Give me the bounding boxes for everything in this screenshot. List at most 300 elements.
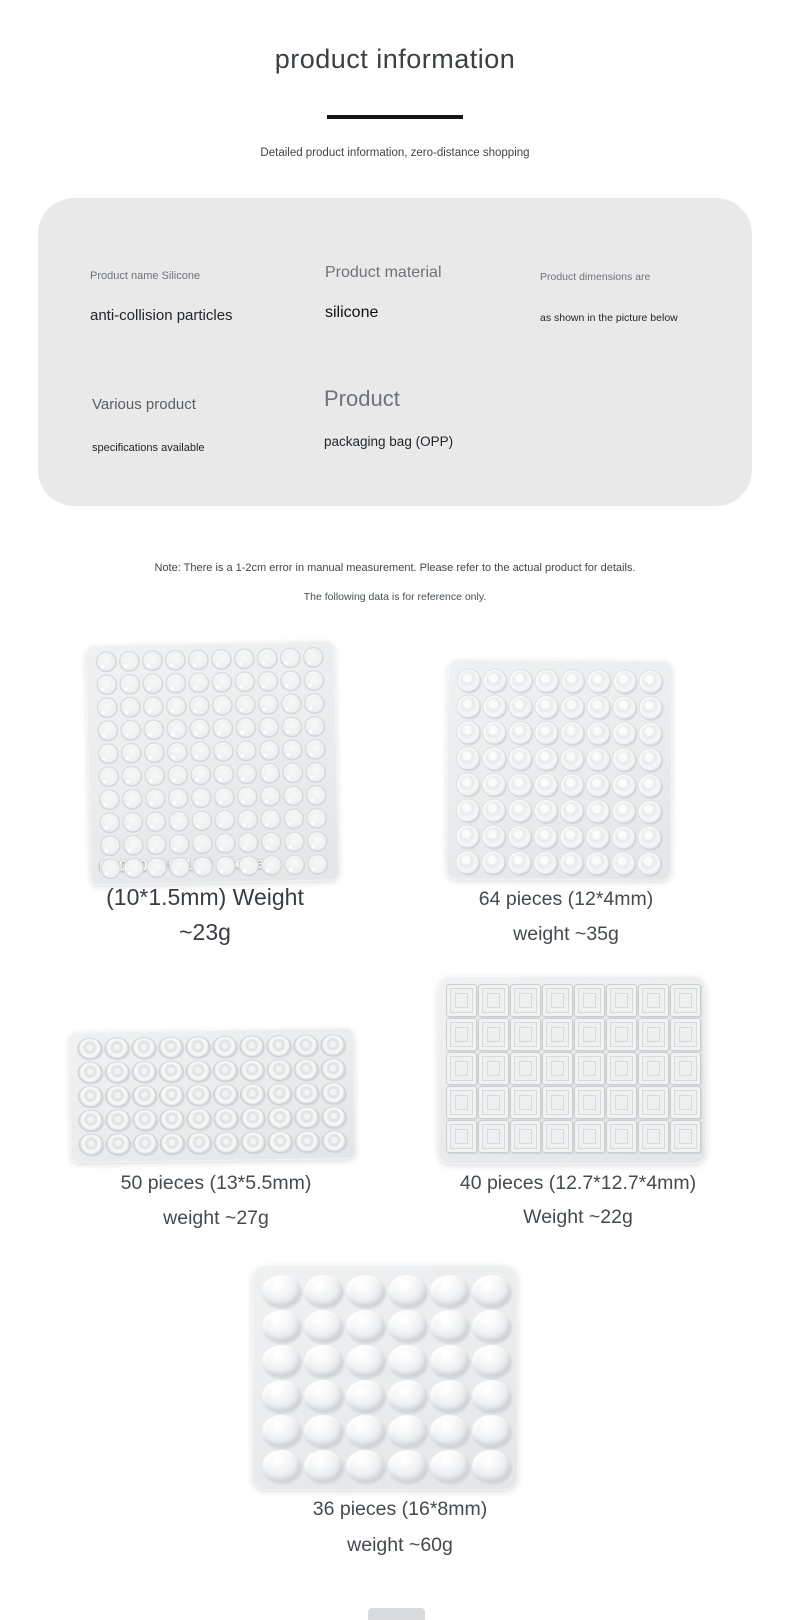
bumper-ring-small bbox=[240, 1083, 265, 1105]
bumper-dot bbox=[142, 673, 163, 694]
bumper-ring bbox=[508, 721, 532, 745]
bumper-dot bbox=[192, 856, 213, 877]
bumper-dot bbox=[280, 670, 301, 691]
bumper-dot bbox=[190, 741, 211, 762]
bumper-dot bbox=[305, 762, 326, 783]
bumper-dot bbox=[99, 835, 120, 856]
bumper-dot bbox=[258, 717, 279, 738]
bumper-dome bbox=[430, 1450, 469, 1482]
bumper-ring bbox=[482, 694, 506, 718]
bumper-square bbox=[446, 1086, 477, 1119]
bumper-ring-small bbox=[320, 1034, 345, 1056]
bumper-dome bbox=[472, 1345, 511, 1377]
bumper-ring bbox=[481, 850, 505, 874]
bumper-ring bbox=[560, 721, 584, 745]
bumper-ring-small bbox=[213, 1084, 238, 1106]
bumper-dot bbox=[280, 647, 301, 668]
bumper-dome bbox=[388, 1275, 427, 1307]
bumper-square bbox=[542, 1018, 573, 1051]
bumper-ring bbox=[560, 747, 584, 771]
bumper-dot bbox=[96, 674, 117, 695]
bumper-square bbox=[510, 1086, 541, 1119]
bumper-ring-small bbox=[268, 1131, 293, 1153]
bumper-dot bbox=[167, 742, 188, 763]
bumper-dot bbox=[282, 762, 303, 783]
bumper-square bbox=[638, 1052, 669, 1085]
bumper-dome bbox=[304, 1310, 343, 1342]
bumper-ring bbox=[612, 773, 636, 797]
caption-64pc-line2: weight ~35g bbox=[513, 923, 619, 945]
bumper-dot bbox=[146, 857, 167, 878]
bumper-ring-small bbox=[159, 1084, 184, 1106]
bumper-dot bbox=[258, 694, 279, 715]
bumper-ring bbox=[638, 748, 662, 772]
bumper-dot bbox=[143, 719, 164, 740]
bumper-ring-small bbox=[212, 1036, 237, 1058]
bumper-ring-small bbox=[293, 1059, 318, 1081]
bumper-ring bbox=[611, 851, 635, 875]
bumper-ring-small bbox=[186, 1060, 211, 1082]
bumper-ring bbox=[456, 772, 480, 796]
bumper-ring-small bbox=[78, 1110, 103, 1132]
bumper-dot bbox=[257, 671, 278, 692]
bumper-ring bbox=[483, 668, 507, 692]
bumper-ring bbox=[612, 695, 636, 719]
bumper-ring bbox=[586, 799, 610, 823]
bumper-ring-small bbox=[240, 1059, 265, 1081]
bumper-dot bbox=[121, 742, 142, 763]
bumper-square bbox=[670, 984, 701, 1017]
bumper-ring-small bbox=[158, 1036, 183, 1058]
bumper-dot bbox=[236, 786, 257, 807]
bumper-ring bbox=[638, 722, 662, 746]
bumper-dot bbox=[191, 833, 212, 854]
bumper-ring bbox=[613, 669, 637, 693]
bumper-ring bbox=[455, 824, 479, 848]
bumper-ring bbox=[612, 799, 636, 823]
bumper-dot bbox=[236, 740, 257, 761]
bumper-square bbox=[606, 1052, 637, 1085]
bumper-ring bbox=[612, 747, 636, 771]
bumper-dot bbox=[188, 649, 209, 670]
bumper-dot bbox=[304, 693, 325, 714]
bumper-square bbox=[510, 984, 541, 1017]
bumper-ring bbox=[533, 851, 557, 875]
bumper-ring-small bbox=[214, 1132, 239, 1154]
bumper-ring bbox=[559, 825, 583, 849]
bumper-dot bbox=[189, 695, 210, 716]
bumper-dot bbox=[237, 809, 258, 830]
bumper-ring bbox=[456, 694, 480, 718]
bumper-dot bbox=[259, 786, 280, 807]
bumper-dot bbox=[213, 764, 234, 785]
bumper-dot bbox=[168, 833, 189, 854]
bumper-square bbox=[446, 984, 477, 1017]
bumper-dome bbox=[346, 1450, 385, 1482]
bumper-ring-small bbox=[106, 1133, 131, 1155]
bumper-ring-small bbox=[267, 1107, 292, 1129]
field-product-material bbox=[325, 264, 442, 322]
bumper-ring-small bbox=[78, 1086, 103, 1108]
bumper-dot bbox=[142, 650, 163, 671]
bumper-dome bbox=[472, 1380, 511, 1412]
bumper-ring-small bbox=[160, 1132, 185, 1154]
bumper-dot bbox=[212, 718, 233, 739]
measurement-note: Note: There is a 1-2cm error in manual measurement. Please refer to the actual product for details. bbox=[154, 562, 636, 574]
bumper-ring bbox=[560, 695, 584, 719]
bumper-dot bbox=[234, 648, 255, 669]
bumper-dome bbox=[262, 1345, 301, 1377]
bumper-ring-small bbox=[105, 1061, 130, 1083]
field-label: Product name Silicone bbox=[90, 270, 201, 282]
bumper-dot bbox=[213, 741, 234, 762]
bumper-ring-small bbox=[132, 1085, 157, 1107]
caption-64pc-line1: 64 pieces (12*4mm) bbox=[478, 888, 654, 910]
bumper-square bbox=[606, 1120, 637, 1153]
bumper-dome bbox=[304, 1275, 343, 1307]
bumper-ring bbox=[533, 825, 557, 849]
bumper-dot bbox=[144, 765, 165, 786]
bumper-dome bbox=[430, 1415, 469, 1447]
bumper-ring-small bbox=[294, 1107, 319, 1129]
bumper-dot bbox=[188, 672, 209, 693]
bumper-ring-small bbox=[186, 1108, 211, 1130]
bumper-ring-small bbox=[241, 1131, 266, 1153]
bumper-ring bbox=[586, 721, 610, 745]
bumper-dot bbox=[261, 855, 282, 876]
bumper-dot bbox=[236, 763, 257, 784]
bumper-dot bbox=[284, 854, 305, 875]
bumper-dot bbox=[169, 856, 190, 877]
bumper-ring bbox=[456, 720, 480, 744]
bumper-dome bbox=[430, 1345, 469, 1377]
bumper-square bbox=[574, 1120, 605, 1153]
bumper-dot bbox=[306, 831, 327, 852]
caption-40pc-line1: 40 pieces (12.7*12.7*4mm) bbox=[459, 1172, 697, 1194]
bumper-dot bbox=[189, 718, 210, 739]
bumper-dot bbox=[96, 651, 117, 672]
bumper-square bbox=[638, 1018, 669, 1051]
bumper-ring bbox=[508, 773, 532, 797]
bumper-ring bbox=[637, 852, 661, 876]
caption-50pc-line2: weight ~27g bbox=[163, 1207, 269, 1229]
bumper-square bbox=[542, 1086, 573, 1119]
bumper-dot bbox=[191, 810, 212, 831]
bumper-dot bbox=[238, 855, 259, 876]
bumper-dot bbox=[166, 696, 187, 717]
bumper-dot bbox=[304, 716, 325, 737]
bumper-dome bbox=[346, 1345, 385, 1377]
bumper-dot bbox=[282, 785, 303, 806]
bumper-ring-small bbox=[321, 1130, 346, 1152]
bumper-dot bbox=[214, 787, 235, 808]
bumper-dot bbox=[282, 739, 303, 760]
caption-50pc-line1: 50 pieces (13*5.5mm) bbox=[120, 1172, 312, 1194]
bumper-dot bbox=[145, 788, 166, 809]
bumper-square bbox=[446, 1018, 477, 1051]
bumper-dot bbox=[97, 697, 118, 718]
bumper-dot bbox=[97, 720, 118, 741]
bumper-dome bbox=[262, 1275, 301, 1307]
bumper-dot bbox=[100, 858, 121, 879]
bumper-dome bbox=[262, 1450, 301, 1482]
bumper-dome bbox=[430, 1275, 469, 1307]
bumper-dome bbox=[472, 1450, 511, 1482]
bumper-dome bbox=[304, 1415, 343, 1447]
bumper-dot bbox=[281, 716, 302, 737]
bumper-ring bbox=[507, 825, 531, 849]
bumper-ring bbox=[586, 747, 610, 771]
bumper-ring-small bbox=[131, 1037, 156, 1059]
bumper-square bbox=[542, 1052, 573, 1085]
title-underline bbox=[327, 115, 463, 119]
bumper-ring bbox=[457, 668, 481, 692]
bumper-square bbox=[510, 1018, 541, 1051]
caption-36pc-line1: 36 pieces (16*8mm) bbox=[312, 1498, 488, 1520]
bumper-dome bbox=[388, 1415, 427, 1447]
bumper-ring bbox=[482, 720, 506, 744]
bumper-ring bbox=[534, 721, 558, 745]
bumper-dot bbox=[257, 648, 278, 669]
bumper-ring-small bbox=[185, 1036, 210, 1058]
bumper-dot bbox=[99, 789, 120, 810]
field-product-name bbox=[90, 270, 233, 324]
bumper-ring bbox=[482, 798, 506, 822]
bumper-ring bbox=[456, 798, 480, 822]
bumper-dot bbox=[215, 856, 236, 877]
bumper-ring bbox=[508, 747, 532, 771]
bumper-square bbox=[510, 1120, 541, 1153]
bumper-dot bbox=[99, 812, 120, 833]
bumper-ring bbox=[481, 824, 505, 848]
bumper-dome bbox=[346, 1415, 385, 1447]
bumper-dot bbox=[214, 833, 235, 854]
bumper-square bbox=[670, 1018, 701, 1051]
bumper-dome bbox=[262, 1415, 301, 1447]
bumper-ring-small bbox=[186, 1084, 211, 1106]
bumper-ring-small bbox=[187, 1132, 212, 1154]
bumper-square bbox=[574, 1052, 605, 1085]
bumper-dot bbox=[303, 670, 324, 691]
bumper-dot bbox=[211, 649, 232, 670]
bumper-square bbox=[542, 984, 573, 1017]
bumper-ring bbox=[559, 851, 583, 875]
bumper-square bbox=[606, 984, 637, 1017]
bumper-dot bbox=[306, 808, 327, 829]
bumper-ring bbox=[508, 799, 532, 823]
bumper-dot bbox=[281, 693, 302, 714]
field-product-specifications bbox=[92, 396, 205, 454]
bumper-dome bbox=[472, 1415, 511, 1447]
bumper-square bbox=[478, 1052, 509, 1085]
bumper-ring bbox=[586, 773, 610, 797]
bumper-square bbox=[638, 1120, 669, 1153]
product-photo-40pc-sheet bbox=[438, 976, 706, 1164]
bumper-ring-small bbox=[78, 1062, 103, 1084]
bumper-dot bbox=[145, 811, 166, 832]
bumper-ring-small bbox=[266, 1035, 291, 1057]
bumper-ring bbox=[534, 799, 558, 823]
bumper-dome bbox=[304, 1380, 343, 1412]
bumper-ring bbox=[508, 695, 532, 719]
bumper-ring bbox=[509, 669, 533, 693]
bumper-dot bbox=[260, 809, 281, 830]
bumper-square bbox=[446, 1052, 477, 1085]
bumper-ring-small bbox=[320, 1058, 345, 1080]
bumper-ring bbox=[560, 773, 584, 797]
field-product-packaging bbox=[324, 386, 453, 449]
bumper-ring-small bbox=[159, 1108, 184, 1130]
bumper-dot bbox=[120, 719, 141, 740]
bumper-dot bbox=[259, 740, 280, 761]
bumper-square bbox=[638, 984, 669, 1017]
bumper-dot bbox=[168, 811, 189, 832]
field-value: packaging bag (OPP) bbox=[324, 434, 454, 449]
bumper-dome bbox=[346, 1380, 385, 1412]
bumper-dot bbox=[122, 788, 143, 809]
field-value: specifications available bbox=[92, 442, 205, 454]
bumper-square bbox=[670, 1052, 701, 1085]
bumper-dot bbox=[305, 785, 326, 806]
bumper-dot bbox=[167, 765, 188, 786]
bumper-ring bbox=[587, 669, 611, 693]
product-photo-64pc-sheet bbox=[446, 659, 673, 881]
bumper-ring bbox=[560, 799, 584, 823]
bumper-dot bbox=[211, 672, 232, 693]
bumper-dot bbox=[98, 766, 119, 787]
bumper-dot bbox=[98, 743, 119, 764]
product-photo-100pc-sheet bbox=[86, 640, 340, 885]
bumper-square bbox=[670, 1086, 701, 1119]
bumper-dot bbox=[237, 832, 258, 853]
bumper-ring bbox=[482, 772, 506, 796]
bumper-ring-small bbox=[267, 1083, 292, 1105]
bumper-ring-small bbox=[133, 1133, 158, 1155]
bumper-ring bbox=[534, 773, 558, 797]
bumper-dot bbox=[190, 764, 211, 785]
bumper-square bbox=[446, 1120, 477, 1153]
bumper-ring-small bbox=[295, 1131, 320, 1153]
bumper-dot bbox=[145, 834, 166, 855]
product-info-card bbox=[38, 198, 752, 506]
bumper-dot bbox=[120, 696, 141, 717]
bumper-square bbox=[670, 1120, 701, 1153]
bumper-dome bbox=[388, 1345, 427, 1377]
bumper-dome bbox=[346, 1275, 385, 1307]
bumper-dot bbox=[259, 763, 280, 784]
bumper-dome bbox=[388, 1380, 427, 1412]
bumper-dome bbox=[304, 1450, 343, 1482]
bumper-square bbox=[542, 1120, 573, 1153]
bumper-dot bbox=[166, 719, 187, 740]
bumper-dome bbox=[388, 1310, 427, 1342]
bumper-ring-small bbox=[240, 1107, 265, 1129]
bumper-ring bbox=[534, 695, 558, 719]
bumper-dot bbox=[283, 831, 304, 852]
bumper-ring bbox=[586, 695, 610, 719]
bumper-ring-small bbox=[159, 1060, 184, 1082]
bumper-square bbox=[478, 1018, 509, 1051]
page-subtitle: Detailed product information, zero-distance shopping bbox=[260, 147, 530, 159]
bumper-dot bbox=[165, 650, 186, 671]
bumper-dome bbox=[472, 1275, 511, 1307]
bumper-ring-small bbox=[294, 1083, 319, 1105]
page-title: product information bbox=[274, 44, 516, 74]
bumper-ring-small bbox=[77, 1038, 102, 1060]
bumper-ring bbox=[639, 670, 663, 694]
bumper-dot bbox=[235, 717, 256, 738]
bumper-ring bbox=[638, 800, 662, 824]
field-label: Product dimensions are bbox=[540, 271, 651, 283]
bumper-ring bbox=[638, 696, 662, 720]
bumper-square bbox=[510, 1052, 541, 1085]
bumper-dot bbox=[305, 739, 326, 760]
bumper-dot bbox=[144, 742, 165, 763]
bumper-square bbox=[478, 1086, 509, 1119]
bumper-ring-small bbox=[213, 1108, 238, 1130]
bumper-square bbox=[638, 1086, 669, 1119]
bumper-dot bbox=[234, 671, 255, 692]
next-section-peek bbox=[368, 1608, 425, 1620]
field-product-dimensions bbox=[540, 271, 678, 324]
bumper-ring-small bbox=[321, 1106, 346, 1128]
bumper-ring bbox=[637, 826, 661, 850]
bumper-ring bbox=[507, 851, 531, 875]
bumper-ring-small bbox=[293, 1035, 318, 1057]
product-photo-36pc-sheet bbox=[252, 1265, 518, 1490]
caption-100pc-line2: ~23g bbox=[179, 919, 231, 945]
bumper-dot bbox=[168, 788, 189, 809]
field-label: Product material bbox=[325, 264, 442, 281]
field-label: Various product bbox=[92, 396, 196, 413]
bumper-ring-small bbox=[239, 1035, 264, 1057]
bumper-ring bbox=[612, 721, 636, 745]
bumper-dot bbox=[235, 694, 256, 715]
bumper-dome bbox=[346, 1310, 385, 1342]
bumper-dot bbox=[283, 808, 304, 829]
bumper-ring-small bbox=[266, 1059, 291, 1081]
bumper-ring-small bbox=[213, 1060, 238, 1082]
bumper-dome bbox=[388, 1450, 427, 1482]
bumper-dome bbox=[262, 1310, 301, 1342]
bumper-ring bbox=[535, 669, 559, 693]
caption-40pc-line2: Weight ~22g bbox=[523, 1206, 633, 1228]
bumper-dot bbox=[260, 832, 281, 853]
bumper-ring-small bbox=[79, 1134, 104, 1156]
bumper-dome bbox=[430, 1380, 469, 1412]
field-value: silicone bbox=[325, 304, 379, 321]
bumper-dot bbox=[123, 857, 144, 878]
bumper-square bbox=[478, 984, 509, 1017]
bumper-dome bbox=[472, 1310, 511, 1342]
bumper-ring bbox=[561, 669, 585, 693]
bumper-dome bbox=[304, 1345, 343, 1377]
bumper-dot bbox=[122, 811, 143, 832]
field-label: Product bbox=[324, 386, 400, 411]
bumper-ring bbox=[611, 825, 635, 849]
bumper-square bbox=[574, 1086, 605, 1119]
bumper-dot bbox=[121, 765, 142, 786]
bumper-ring-small bbox=[105, 1109, 130, 1131]
bumper-ring bbox=[482, 746, 506, 770]
bumper-ring-small bbox=[132, 1109, 157, 1131]
reference-note: The following data is for reference only. bbox=[303, 591, 487, 603]
bumper-dot bbox=[303, 647, 324, 668]
bumper-square bbox=[606, 1018, 637, 1051]
bumper-ring bbox=[638, 774, 662, 798]
bumper-square bbox=[574, 1018, 605, 1051]
bumper-ring bbox=[585, 851, 609, 875]
